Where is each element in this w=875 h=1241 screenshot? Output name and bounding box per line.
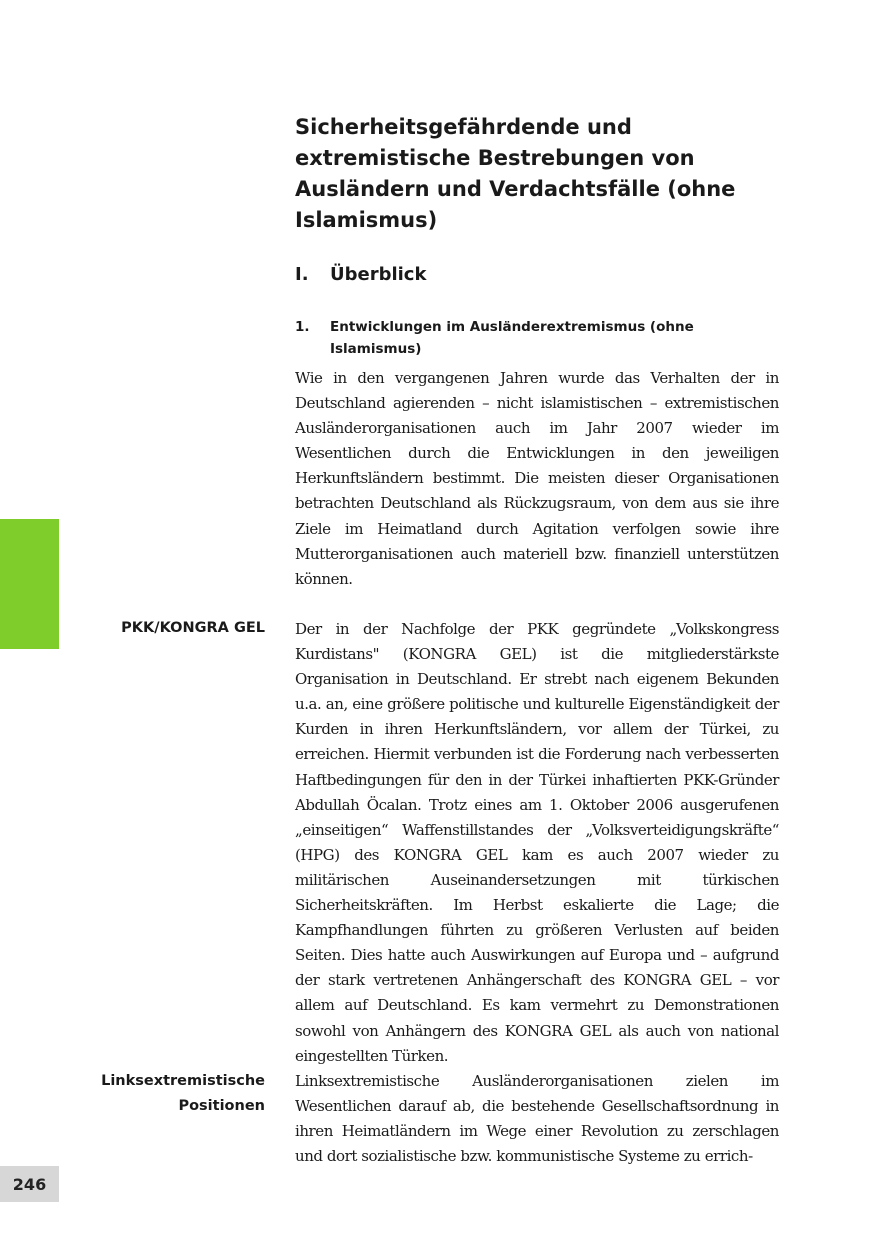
subsection-title: Entwicklungen im Ausländerextremismus (ohne Islamismus) bbox=[330, 319, 694, 357]
page-number: 246 bbox=[0, 1166, 59, 1202]
paragraph-pkk: Der in der Nachfolge der PKK gegründete „Volkskongress Kurdistans" (KONGRA GEL) ist die mitgliederstärkste Organisation in Deutschland. Er strebt nach eigenem Bekunden u.a. an, eine größere politische und kulturelle Eigenständigkeit der Kurden in ihren Herkunftsländern, vor allem der Türkei, zu erreichen. Hiermit verbunden ist die Forderung nach verbesserten Haftbedingungen für den in der Türkei inhaftierten PKK-Gründer Abdullah Öcalan. Trotz eines am 1. Oktober 2006 ausgerufenen „einseitigen“ Waffenstillstandes der „Volksverteidigungskräfte“ (HPG) des KONGRA GEL kam es auch 2007 wieder zu militärischen Auseinandersetzungen mit türkischen Sicherheitskräften. Im Herbst eskalierte die Lage; die Kampfhandlungen führten zu größeren Verlusten auf beiden Seiten. Dies hatte auch Auswirkungen auf Europa und – aufgrund der stark vertretenen Anhängerschaft des KONGRA GEL – vor allem auf Deutschland. Es kam vermehrt zu Demonstrationen sowohl von Anhängern des KONGRA GEL als auch von national eingestellten Türken. bbox=[295, 620, 779, 1065]
paragraph-intro: Wie in den vergangenen Jahren wurde das Verhalten der in Deutschland agierenden – nicht islamistischen – extremistischen Ausländerorganisationen auch im Jahr 2007 wieder im Wesentlichen durch die Entwicklungen in den jeweiligen Herkunftsländern bestimmt. Die meisten dieser Organisationen betrachten Deutschland als Rückzugsraum, von dem aus sie ihre Ziele im Heimatland durch Agitation verfolgen sowie ihre Mutterorganisationen auch materiell bzw. finanziell unterstützen können. bbox=[295, 369, 779, 588]
paragraph-linksextremistische: Linksextremistische Ausländerorganisationen zielen im Wesentlichen darauf ab, die bestehende Gesellschaftsordnung in ihren Heimatländern im Wege einer Revolution zu zerschlagen und dort sozialistische bzw. kommunistische Systeme zu errich- bbox=[295, 1072, 779, 1166]
margin-label-pkk: PKK/KONGRA GEL bbox=[121, 620, 265, 636]
margin-label-linksextremistische: Linksextremistische Positionen bbox=[101, 1073, 265, 1114]
page-title: Sicherheitsgefährdende und extremistische Bestrebungen von Ausländern und Verdachtsfälle (ohne Islamismus) bbox=[295, 115, 736, 232]
subsection-heading bbox=[295, 316, 730, 360]
subsection-number: 1. bbox=[295, 319, 310, 335]
section-title: Überblick bbox=[330, 264, 427, 285]
section-heading bbox=[295, 262, 426, 288]
section-number: I. bbox=[295, 264, 309, 285]
